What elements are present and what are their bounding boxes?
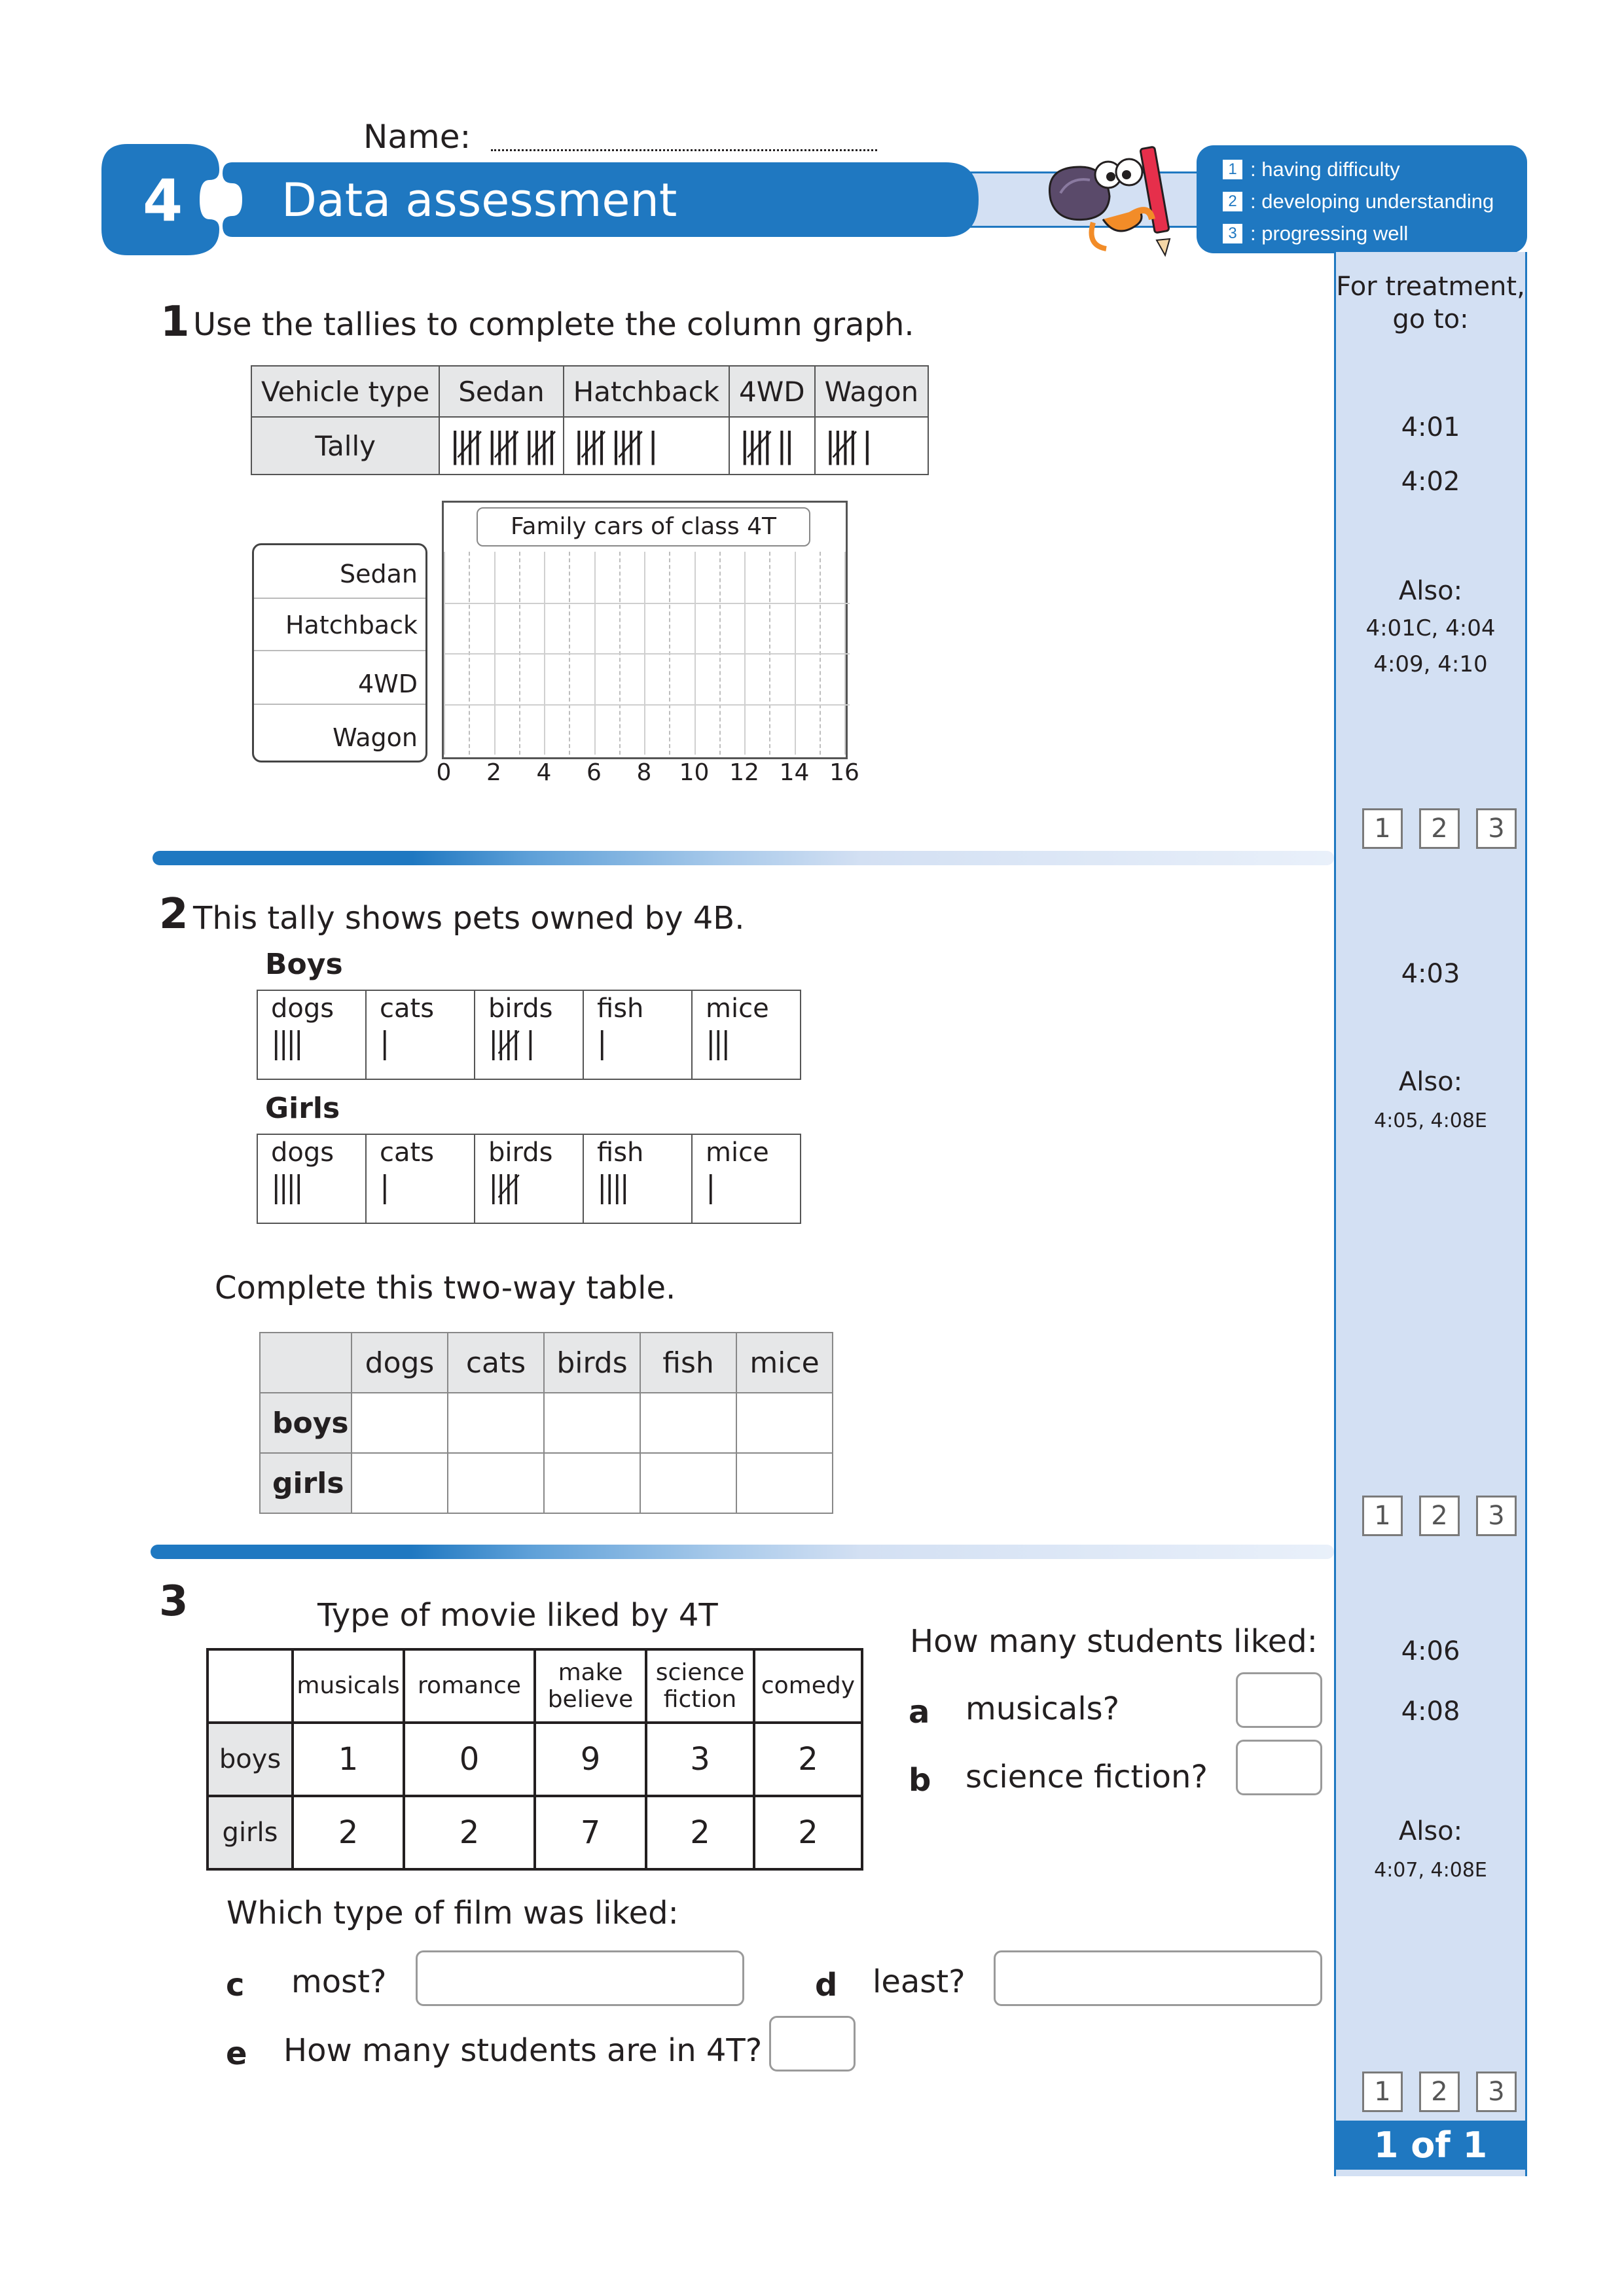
two-way-table (259, 1332, 833, 1514)
answer-a-box[interactable] (1236, 1672, 1322, 1728)
pet-label: dogs (271, 1138, 334, 1168)
row-header: boys (260, 1393, 352, 1453)
tally-marks: |||| (597, 1169, 627, 1204)
pet-label: birds (488, 994, 553, 1024)
answer-cell[interactable] (736, 1453, 833, 1513)
tally-row-label: Tally (251, 417, 439, 475)
hermit-crab-mascot-icon (1031, 141, 1188, 259)
pet-cell (692, 990, 801, 1079)
graph-row-line (444, 603, 850, 604)
pet-label: cats (380, 994, 435, 1024)
x-tick-label: 6 (586, 759, 602, 786)
vehicle-tally-table (251, 365, 929, 475)
table-header: Wagon (815, 366, 929, 417)
header-line: fiction (663, 1686, 737, 1713)
tally-marks: |||| (271, 1169, 301, 1204)
tally-marks-hatchback: ||||̸ ||||̸ | (573, 426, 655, 465)
q3-rating (1362, 2072, 1517, 2112)
legend-row-2 (1223, 185, 1527, 217)
rating-box-3[interactable]: 3 (1476, 808, 1517, 849)
table-header: Vehicle type (251, 366, 439, 417)
category-divider (254, 598, 425, 599)
pet-cell (257, 1134, 366, 1223)
header-line: comedy (761, 1672, 856, 1700)
unit-number: 4 (143, 167, 183, 234)
answer-d-box[interactable] (994, 1950, 1322, 2006)
part-letter: d (815, 1967, 838, 2003)
girls-heading: Girls (265, 1092, 340, 1125)
graph-category-axis (252, 543, 427, 762)
tally-marks: | (380, 1169, 388, 1204)
answer-cell[interactable] (544, 1393, 640, 1453)
graph-x-axis (436, 759, 859, 792)
part-c-text: most? (291, 1964, 387, 2000)
part-a-text: musicals? (965, 1691, 1120, 1727)
legend-number: 1 (1223, 160, 1242, 179)
rating-box-2[interactable]: 2 (1419, 808, 1460, 849)
q1-also-refs: 4:01C, 4:04 (1365, 615, 1496, 641)
header-line: romance (418, 1672, 521, 1700)
pet-cell (366, 990, 475, 1079)
tally-marks: ||||̸ | (488, 1025, 533, 1060)
tally-marks: | (597, 1025, 605, 1060)
category-label: Sedan (340, 560, 418, 588)
answer-cell[interactable] (352, 1393, 448, 1453)
tally-marks: ||| (706, 1025, 729, 1060)
q2-reference: 4:03 (1401, 959, 1460, 989)
table-cell: 2 (754, 1723, 862, 1796)
table-header: dogs (352, 1333, 448, 1393)
answer-cell[interactable] (352, 1453, 448, 1513)
graph-row-line (444, 653, 850, 655)
section-divider (151, 1545, 1334, 1559)
table-header: Hatchback (564, 366, 729, 417)
table-header: mice (736, 1333, 833, 1393)
part-d-text: least? (873, 1964, 965, 2000)
answer-cell[interactable] (640, 1453, 736, 1513)
table-cell: 3 (646, 1723, 754, 1796)
table-title: Type of movie liked by 4T (317, 1597, 718, 1634)
answer-cell[interactable] (448, 1453, 544, 1513)
tally-cell (815, 417, 929, 475)
category-label: Wagon (333, 723, 418, 752)
table-cell: 7 (535, 1796, 646, 1869)
table-header: birds (544, 1333, 640, 1393)
table-cell: 0 (404, 1723, 535, 1796)
legend-text: : having difficulty (1250, 157, 1400, 181)
question-number: 2 (159, 890, 189, 939)
treatment-heading: For treatment, (1336, 272, 1525, 302)
q3-also-label: Also: (1398, 1816, 1463, 1846)
tally-marks: | (380, 1025, 388, 1060)
pet-label: cats (380, 1138, 435, 1168)
header-line: science (655, 1659, 745, 1686)
tally-marks-4wd: ||||̸ || (738, 426, 791, 465)
x-tick-label: 16 (829, 759, 859, 786)
tally-marks-sedan: ||||̸ ||||̸ ||||̸ (449, 426, 554, 465)
pet-label: fish (597, 1138, 644, 1168)
answer-cell[interactable] (640, 1393, 736, 1453)
table-header: 4WD (729, 366, 815, 417)
answer-e-box[interactable] (769, 2016, 856, 2072)
legend-row-3 (1223, 217, 1527, 249)
table-header: fish (640, 1333, 736, 1393)
category-divider (254, 704, 425, 705)
rating-box-1[interactable]: 1 (1362, 808, 1403, 849)
q3-also-refs: 4:07, 4:08E (1374, 1859, 1487, 1882)
row-header: girls (260, 1453, 352, 1513)
answer-cell[interactable] (448, 1393, 544, 1453)
question-number: 3 (159, 1577, 189, 1626)
rating-box-1[interactable]: 1 (1362, 2072, 1403, 2112)
table-cell: 9 (535, 1723, 646, 1796)
x-tick-label: 14 (779, 759, 810, 786)
how-many-prompt: How many students liked: (910, 1623, 1318, 1660)
rating-box-3[interactable]: 3 (1476, 2072, 1517, 2112)
x-tick-label: 2 (486, 759, 501, 786)
part-letter: b (909, 1762, 931, 1799)
x-tick-label: 8 (636, 759, 652, 786)
pet-cell (257, 990, 366, 1079)
pet-cell (583, 1134, 692, 1223)
legend-text: : progressing well (1250, 221, 1409, 245)
pet-label: mice (706, 994, 769, 1024)
answer-b-box[interactable] (1236, 1740, 1322, 1795)
question-number: 1 (160, 298, 190, 346)
part-e-text: How many students are in 4T? (283, 2032, 763, 2069)
which-type-prompt: Which type of film was liked: (226, 1895, 679, 1931)
header-line: musicals (297, 1672, 400, 1700)
tally-marks-wagon: ||||̸ | (824, 426, 869, 465)
table-cell: 2 (293, 1796, 404, 1869)
table-header (646, 1649, 754, 1723)
header-line: believe (547, 1686, 634, 1713)
treatment-heading-2: go to: (1392, 304, 1469, 334)
legend-number: 3 (1223, 224, 1242, 243)
answer-c-box[interactable] (416, 1950, 744, 2006)
rating-box-2[interactable]: 2 (1419, 2072, 1460, 2112)
answer-cell[interactable] (736, 1393, 833, 1453)
pet-cell (475, 1134, 583, 1223)
q2-also-label: Also: (1398, 1067, 1463, 1097)
graph-title: Family cars of class 4T (477, 507, 810, 547)
q3-reference: 4:06 (1401, 1636, 1460, 1666)
q1-also-refs: 4:09, 4:10 (1373, 651, 1488, 677)
section-divider (153, 851, 1334, 865)
pet-label: fish (597, 994, 644, 1024)
table-cell: 2 (646, 1796, 754, 1869)
movie-table (206, 1648, 863, 1871)
row-header: girls (208, 1796, 293, 1869)
q3-reference: 4:08 (1401, 1696, 1460, 1727)
category-label: Hatchback (285, 611, 418, 639)
tally-marks: |||| (271, 1025, 301, 1060)
q2-also-refs: 4:05, 4:08E (1374, 1109, 1487, 1132)
page-title: Data assessment (281, 173, 677, 227)
boys-pet-tally-table (257, 990, 801, 1080)
pet-cell (366, 1134, 475, 1223)
graph-plot-area[interactable] (444, 552, 850, 755)
pet-label: birds (488, 1138, 553, 1168)
table-cell: 1 (293, 1723, 404, 1796)
x-tick-label: 12 (729, 759, 759, 786)
corner-cell (260, 1333, 352, 1393)
legend-number: 2 (1223, 192, 1242, 211)
instruction-text: Complete this two-way table. (215, 1270, 676, 1306)
table-header (293, 1649, 404, 1723)
q1-rating (1362, 808, 1517, 849)
table-header: Sedan (439, 366, 563, 417)
question-text: This tally shows pets owned by 4B. (193, 900, 745, 937)
q1-reference: 4:02 (1401, 467, 1460, 497)
table-cell: 2 (404, 1796, 535, 1869)
page-footer: 1 of 1 (1334, 2121, 1527, 2170)
tally-marks: | (706, 1169, 713, 1204)
table-cell: 2 (754, 1796, 862, 1869)
rating-box-3[interactable]: 3 (1476, 1496, 1517, 1536)
table-header (754, 1649, 862, 1723)
name-label: Name: (363, 118, 471, 156)
tally-cell (729, 417, 815, 475)
tally-cell (564, 417, 729, 475)
pet-cell (583, 990, 692, 1079)
girls-pet-tally-table (257, 1134, 801, 1224)
pet-cell (692, 1134, 801, 1223)
graph-row-line (444, 704, 850, 706)
part-letter: e (226, 2036, 247, 2072)
answer-cell[interactable] (544, 1453, 640, 1513)
x-tick-label: 4 (536, 759, 552, 786)
legend-row-1 (1223, 153, 1527, 185)
category-label: 4WD (357, 670, 418, 698)
pet-cell (475, 990, 583, 1079)
table-header (404, 1649, 535, 1723)
q2-rating (1362, 1496, 1517, 1536)
q1-reference: 4:01 (1401, 412, 1460, 442)
boys-heading: Boys (265, 948, 343, 981)
q1-also-label: Also: (1398, 576, 1463, 606)
legend-box (1197, 145, 1527, 253)
rating-box-1[interactable]: 1 (1362, 1496, 1403, 1536)
table-header (535, 1649, 646, 1723)
tally-cell (439, 417, 563, 475)
pet-label: dogs (271, 994, 334, 1024)
part-letter: c (226, 1967, 245, 2003)
corner-cell (208, 1649, 293, 1723)
part-letter: a (909, 1694, 930, 1731)
x-tick-label: 10 (679, 759, 710, 786)
tally-marks: ||||̸ (488, 1169, 518, 1204)
row-header: boys (208, 1723, 293, 1796)
category-divider (254, 650, 425, 651)
x-tick-label: 0 (436, 759, 452, 786)
pet-label: mice (706, 1138, 769, 1168)
treatment-sidebar (1334, 252, 1527, 2176)
table-header: cats (448, 1333, 544, 1393)
rating-box-2[interactable]: 2 (1419, 1496, 1460, 1536)
part-b-text: science fiction? (965, 1759, 1208, 1795)
question-text: Use the tallies to complete the column graph. (193, 306, 914, 343)
header-line: make (558, 1659, 623, 1686)
legend-text: : developing understanding (1250, 189, 1494, 213)
